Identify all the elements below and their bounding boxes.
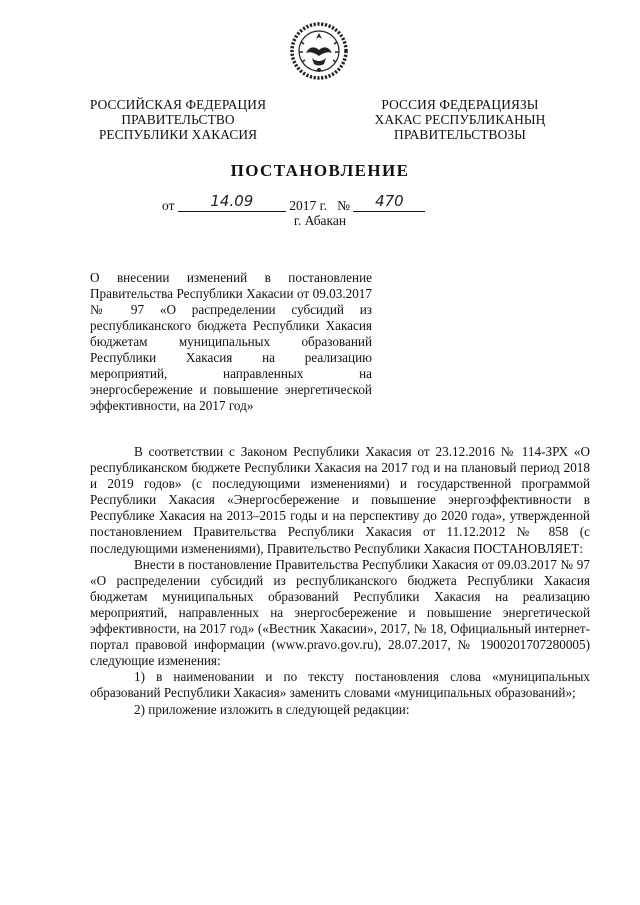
handwritten-date: 14.09 xyxy=(210,192,254,210)
number-label: № xyxy=(337,198,351,213)
header-right-block xyxy=(360,97,560,142)
body-paragraph-1: В соответствии с Законом Республики Хакасия от 23.12.2016 № 114-ЗРХ «О республиканском бюджете Республики Хакасия на 2017 год и на плановый период 2018 и 2019 годов» (с последующими изменениями) и государственной программой Республики Хакасия «Энергосбережение и повышение энергоэффективности в Республике Хакасия на 2013–2015 годы и на перспективу до 2020 года», утвержденной постановлением Правительства Республики Хакасия от 11.12.2012 № 858 (с последующими изменениями), Правительство Республики Хакасия ПОСТАНОВЛЯЕТ: xyxy=(90,444,590,556)
header-left-block xyxy=(78,97,278,142)
number-field xyxy=(353,192,425,212)
document-body xyxy=(90,444,590,718)
handwritten-number: 470 xyxy=(375,192,404,210)
document-title: ПОСТАНОВЛЕНИЕ xyxy=(230,161,410,180)
header-left-line-1: РОССИЙСКАЯ ФЕДЕРАЦИЯ xyxy=(89,97,267,112)
body-paragraph-3: 1) в наименовании и по тексту постановления слова «муниципальных образований Республики Хакасия» заменить словами «муниципальных образований»; xyxy=(90,669,590,701)
year-label: 2017 г. xyxy=(289,198,327,213)
header-left-line-2: ПРАВИТЕЛЬСТВО xyxy=(121,112,235,127)
header-right-line-1: РОССИЯ ФЕДЕРАЦИЯЗЫ xyxy=(381,97,539,112)
date-number-line xyxy=(162,192,425,214)
header-left-line-3: РЕСПУБЛИКИ ХАКАСИЯ xyxy=(98,127,258,142)
date-field xyxy=(178,192,286,212)
from-label: от xyxy=(162,198,175,213)
document-subject: О внесении изменений в постановление Правительства Республики Хакасии от 09.03.2017 № 97 «О распределении субсидий из республиканского бюджета Республики Хакасия бюджетам муниципальных образований Республики Хакасия на реализацию мероприятий, направленных на энергосбережение и повышение энергетической эффективности, на 2017 год» xyxy=(90,270,372,413)
header-right-line-3: ПРАВИТЕЛЬСТВОЗЫ xyxy=(394,127,526,142)
body-paragraph-4: 2) приложение изложить в следующей редакции: xyxy=(134,701,410,717)
body-paragraph-2: Внести в постановление Правительства Республики Хакасия от 09.03.2017 № 97 «О распределении субсидий из республиканского бюджета Республики Хакасия бюджетам муниципальных образований Республики Хакасия на реализацию мероприятий, направленных на энергосбережение и повышение энергетической эффективности, на 2017 год» («Вестник Хакасии», 2017, № 18, Официальный интернет-портал правовой информации (www.pravo.gov.ru), 28.07.2017, № 1900201707280005) следующие изменения: xyxy=(90,556,590,669)
coat-of-arms-icon xyxy=(288,20,350,82)
header-right-line-2: ХАКАС РЕСПУБЛИКАНЫҢ xyxy=(374,112,546,127)
city-line: г. Абакан xyxy=(293,213,347,228)
